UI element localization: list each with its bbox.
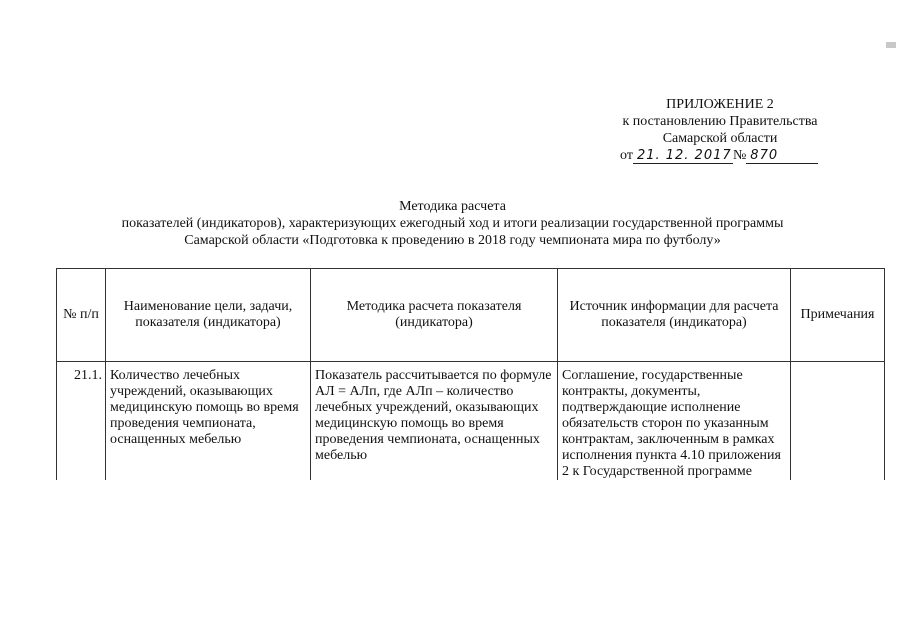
appendix-line-2: Самарской области (662, 131, 778, 146)
header-source: Источник информации для расчета показателя (индикатора) (558, 269, 791, 362)
methodology-table (56, 268, 885, 480)
handwritten-number: 870 (746, 149, 818, 164)
header-notes: Примечания (791, 269, 885, 362)
appendix-line-1: к постановлению Правительства (622, 114, 818, 129)
table-row (57, 362, 885, 481)
from-label: от (620, 148, 633, 163)
number-label: № (732, 148, 747, 163)
heading-line-2: показателей (индикаторов), характеризующих ежегодный ход и итоги реализации государственной программы (121, 216, 784, 231)
row-name: Количество лечебных учреждений, оказывающих медицинскую помощь во время проведения чемпионата, оснащенных мебелью (106, 362, 311, 481)
handwritten-date: 21. 12. 2017 (633, 149, 733, 164)
heading-line-1: Методика расчета (399, 199, 506, 214)
row-source: Соглашение, государственные контракты, документы, подтверждающие исполнение обязательств сторон по указанным контрактам, заключенным в рамках исполнения пункта 4.10 приложения 2 к Государственной программе (558, 362, 791, 481)
header-num: № п/п (57, 269, 106, 362)
appendix-date-line (600, 147, 840, 164)
scan-mark (886, 42, 896, 48)
header-name: Наименование цели, задачи, показателя (индикатора) (106, 269, 311, 362)
appendix-block (600, 96, 840, 164)
document-heading (30, 198, 875, 249)
header-method: Методика расчета показателя (индикатора) (311, 269, 558, 362)
row-method: Показатель рассчитывается по формуле АЛ = АЛп, где АЛп – количество лечебных учреждений, оказывающих медицинскую помощь во время проведения чемпионата, оснащенных мебелью (311, 362, 558, 481)
appendix-title: ПРИЛОЖЕНИЕ 2 (666, 97, 774, 112)
row-notes (791, 362, 885, 481)
table-header-row (57, 269, 885, 362)
heading-line-3: Самарской области «Подготовка к проведению в 2018 году чемпионата мира по футболу» (184, 233, 721, 248)
row-num: 21.1. (57, 362, 106, 481)
